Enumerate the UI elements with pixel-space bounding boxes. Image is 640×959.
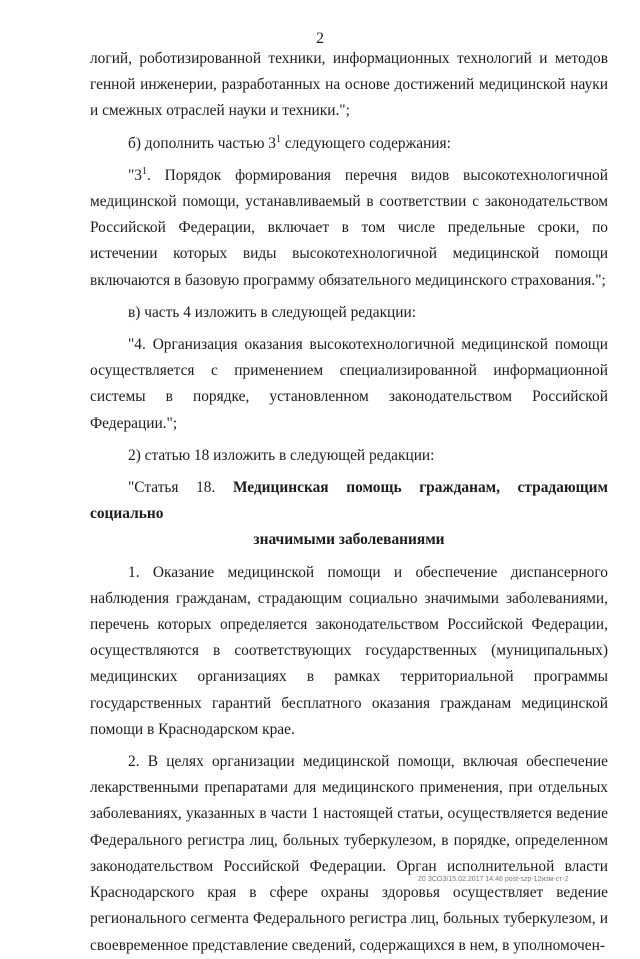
paragraph-v: в) часть 4 изложить в следующей редакции: <box>128 303 417 321</box>
paragraph-continuation: логий, роботизированной техники, информационных технологий и методов генной инженерии, разработанных на основе достижений медицинской науки и смежных отраслей науки и техники."; <box>90 50 608 120</box>
paragraph-b-text: б) дополнить частью 3 <box>128 134 276 152</box>
paragraph-article-18: 2) статью 18 изложить в следующей редакции: <box>128 446 435 464</box>
article-heading-title-cont: значимыми заболеваниями <box>253 531 445 549</box>
superscript: 1 <box>276 133 281 145</box>
superscript: 1 <box>141 165 147 177</box>
paragraph-b <box>90 131 608 157</box>
article-heading-prefix: "Статья 18. <box>128 479 233 497</box>
document-body <box>90 46 608 959</box>
paragraph-3-1-start: "3 <box>128 166 142 184</box>
paragraph-2: 2. В целях организации медицинской помощи, включая обеспечение лекарственными препаратами для медицинского применения, при отдельных заболеваниях, указанных в части 1 настоящей статьи, осуществляется ведение Федерального регистра лиц, больных туберкулезом, в порядке, определенном законодательством Российской Федерации. Орган исполнительной власти Краснодарского края в сфере охраны здоровья осуществляет ведение регионального сегмента Федерального регистра лиц, больных туберкулезом, и своевременное представление сведений, содержащихся в нем, в уполномочен- <box>90 753 608 954</box>
paragraph-3-1-text: . Порядок формирования перечня видов высокотехнологичной медицинской помощи, устанавливаемый в соответствии с законодательством Российской Федерации, включает в том числе предельные сроки, по истечении которых виды высокотехнологичной медицинской помощи включаются в базовую программу обязательного медицинского страхования."; <box>90 166 608 289</box>
paragraph-b-text-end: следующего содержания: <box>281 134 451 152</box>
footer-stamp: 20 ЗСОЗ/15.02.2017 14:48 post-szp-12изм-ст-2 <box>418 876 569 883</box>
paragraph-1: 1. Оказание медицинской помощи и обеспечение диспансерного наблюдения гражданам, страдающим социально значимыми заболеваниями, перечень которых определяется законодательством Российской Федерации, осуществляются в соответствующих государственных (муниципальных) медицинских организациях в рамках территориальной программы государственных гарантий бесплатного оказания гражданам медицинской помощи в Краснодарском крае. <box>90 563 608 738</box>
paragraph-3-1 <box>90 163 608 294</box>
page-number: 2 <box>316 30 324 47</box>
paragraph-4: "4. Организация оказания высокотехнологичной медицинской помощи осуществляется с применением специализированной информационной системы в порядке, установленном законодательством Российской Федерации."; <box>90 336 608 432</box>
article-heading <box>90 475 608 527</box>
article-heading-title: Медицинская помощь гражданам, страдающим социально <box>90 479 608 523</box>
